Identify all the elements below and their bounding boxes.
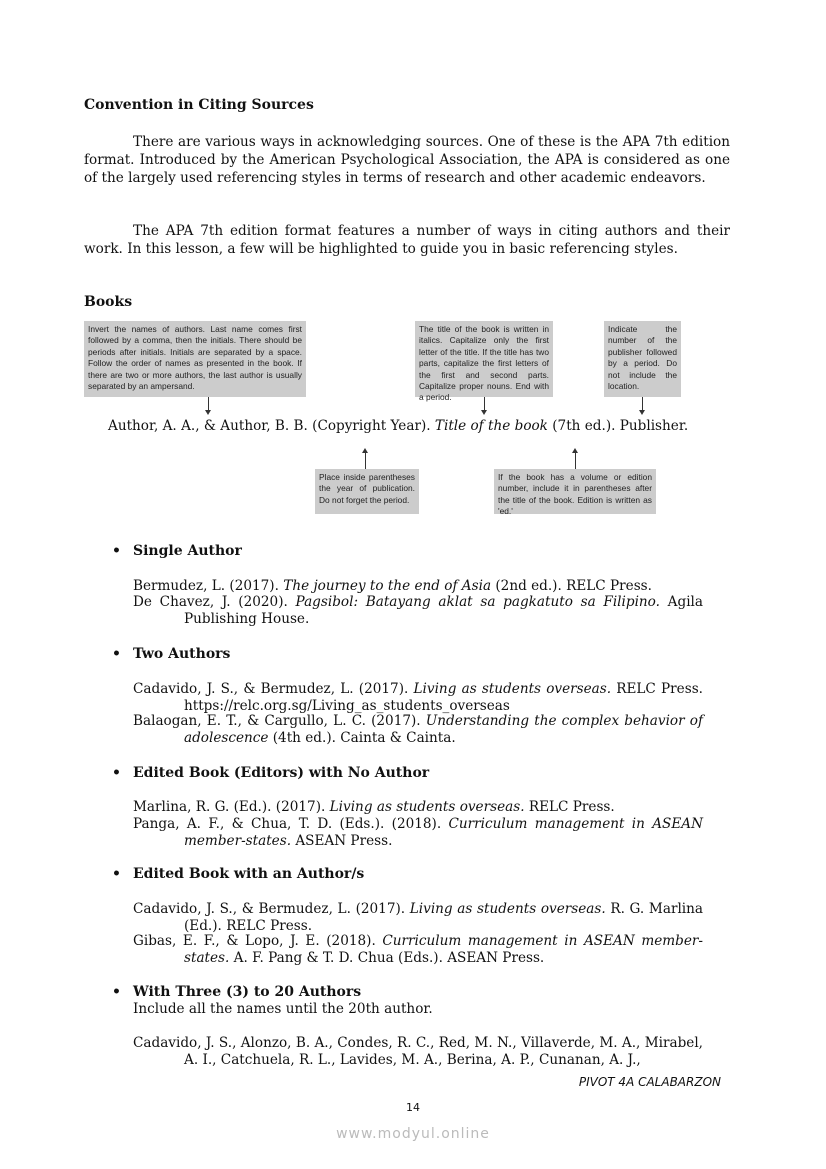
- section-title: Edited Book (Editors) with No Author: [133, 765, 430, 781]
- page-number: 14: [406, 1101, 420, 1114]
- citation-template: Author, A. A., & Author, B. B. (Copyright Year). Title of the book (7th ed.). Publisher.: [108, 418, 689, 434]
- reference-entry: Bermudez, L. (2017). The journey to the end of Asia (2nd ed.). RELC Press.: [133, 578, 652, 594]
- apa-paragraph: The APA 7th edition format features a number of ways in citing authors and their work. In this lesson, a few will be highlighted to guide you in basic referencing styles.: [84, 223, 730, 257]
- reference-entry: Marlina, R. G. (Ed.). (2017). Living as students overseas. RELC Press.: [133, 799, 615, 815]
- section-title: With Three (3) to 20 Authors: [133, 984, 362, 1000]
- books-heading: Books: [84, 294, 133, 310]
- watermark: www.modyul.online: [336, 1126, 490, 1142]
- arrow-down-icon: [639, 410, 645, 415]
- reference-entry: Gibas, E. F., & Lopo, J. E. (2018). Curriculum management in ASEAN member-states. A. F. Pang & T. D. Chua (Eds.). ASEAN Press.: [133, 933, 703, 966]
- section-subtitle: Include all the names until the 20th author.: [133, 1001, 433, 1017]
- reference-entry: Cadavido, J. S., Alonzo, B. A., Condes, R. C., Red, M. N., Villaverde, M. A., Mirabel, A. I., Catchuela, R. L., Lavides, M. A., Berina, A. P., Cunanan, A. J.,: [133, 1035, 703, 1068]
- note-title: The title of the book is written in italics. Capitalize only the first letter of the title. If the title has two parts, capitalize the first letters of the first and second parts. Capitalize proper nouns. End with a period.: [415, 321, 553, 397]
- section-title: Edited Book with an Author/s: [133, 866, 365, 882]
- intro-paragraph: There are various ways in acknowledging sources. One of these is the APA 7th edition format. Introduced by the American Psychological Association, the APA is considered as one of the largely used referencing styles in terms of research and other academic endeavors.: [84, 134, 730, 186]
- document-page: Convention in Citing Sources There are various ways in acknowledging sources. One of these is the APA 7th edition format. Introduced by the American Psychological Association, the APA is considered as one of the largely used referencing styles in terms of research and other academic endeavors. The APA 7th edition format features a number of ways in citing authors and their work. In this lesson, a few will be highlighted to guide you in basic referencing styles. Books Invert the names of authors. Last name comes first followed by a comma, then the initials. There should be periods after initials. Initials are separated by a space. Follow the order of names as presented in the book. If there are two or more authors, the last author is usually separated by an ampersand. The title of the book is written in italics. Capitalize only the first letter of the title. If the title has two parts, capitalize the first letters of the first and second parts. Capitalize proper nouns. End with a period. Indicate the number of the publisher followed by a period. Do not include the location. Author, A. A., & Author, B. B. (Copyright Year). Title of the book (7th ed.). Publisher. Place inside parentheses the year of publication. Do not forget the period. If the book has a volume or edition number, include it in parentheses after the title of the book. Edition is written as 'ed.' • Single Author Bermudez, L. (2017). The journey to the end of Asia (2nd ed.). RELC Press. De Chavez, J. (2020). Pagsibol: Batayang aklat sa pagkatuto sa Filipino. Agila Publishing House. • Two Authors Cadavido, J. S., & Bermudez, L. (2017). Living as students overseas. RELC Press. https://relc.org.sg/Living_as_students_overseas Balaogan, E. T., & Cargullo, L. C. (2017). Understanding the complex behavior of adolescence (4th ed.). Cainta & Cainta. • Edited Book (Editors) with No Author Marlina, R. G. (Ed.). (2017). Living as students overseas. RELC Press. Panga, A. F., & Chua, T. D. (Eds.). (2018). Curriculum management in ASEAN member-states. ASEAN Press. • Edited Book with an Author/s Cadavido, J. S., & Bermudez, L. (2017). Living as students overseas. R. G. Marlina (Ed.). RELC Press. Gibas, E. F., & Lopo, J. E. (2018). Curriculum management in ASEAN member-states. A. F. Pang & T. D. Chua (Eds.). ASEAN Press. • With Three (3) to 20 Authors Include all the names until the 20th author. Cadavido, J. S., Alonzo, B. A., Condes, R. C., Red, M. N., Villaverde, M. A., Mirabel, A. I., Catchuela, R. L., Lavides, M. A., Berina, A. P., Cunanan, A. J., PIVOT 4A CALABARZON 14 www.modyul.online: [0, 0, 826, 1169]
- note-edition: If the book has a volume or edition number, include it in parentheses after the title of the book. Edition is written as 'ed.': [494, 469, 656, 514]
- arrow-down-icon: [205, 410, 211, 415]
- reference-entry: Cadavido, J. S., & Bermudez, L. (2017). Living as students overseas. R. G. Marlina (Ed.). RELC Press.: [133, 901, 703, 934]
- arrow-down-icon: [481, 410, 487, 415]
- section-title: Single Author: [133, 543, 242, 559]
- footer-label: PIVOT 4A CALABARZON: [578, 1075, 721, 1089]
- note-authors: Invert the names of authors. Last name comes first followed by a comma, then the initials. There should be periods after initials. Initials are separated by a space. Follow the order of names as presented in the book. If there are two or more authors, the last author is usually separated by an ampersand.: [84, 321, 306, 397]
- section-title: Two Authors: [133, 646, 231, 662]
- note-publisher: Indicate the number of the publisher followed by a period. Do not include the location.: [604, 321, 681, 397]
- note-year: Place inside parentheses the year of publication. Do not forget the period.: [315, 469, 419, 514]
- section-heading: Convention in Citing Sources: [84, 97, 314, 113]
- reference-entry: Panga, A. F., & Chua, T. D. (Eds.). (2018). Curriculum management in ASEAN member-states. ASEAN Press.: [133, 816, 703, 849]
- reference-entry: Balaogan, E. T., & Cargullo, L. C. (2017). Understanding the complex behavior of adolescence (4th ed.). Cainta & Cainta.: [133, 713, 703, 746]
- reference-entry: De Chavez, J. (2020). Pagsibol: Batayang aklat sa pagkatuto sa Filipino. Agila Publishing House.: [133, 594, 703, 627]
- reference-entry: Cadavido, J. S., & Bermudez, L. (2017). Living as students overseas. RELC Press. https://relc.org.sg/Living_as_students_overseas: [133, 681, 703, 714]
